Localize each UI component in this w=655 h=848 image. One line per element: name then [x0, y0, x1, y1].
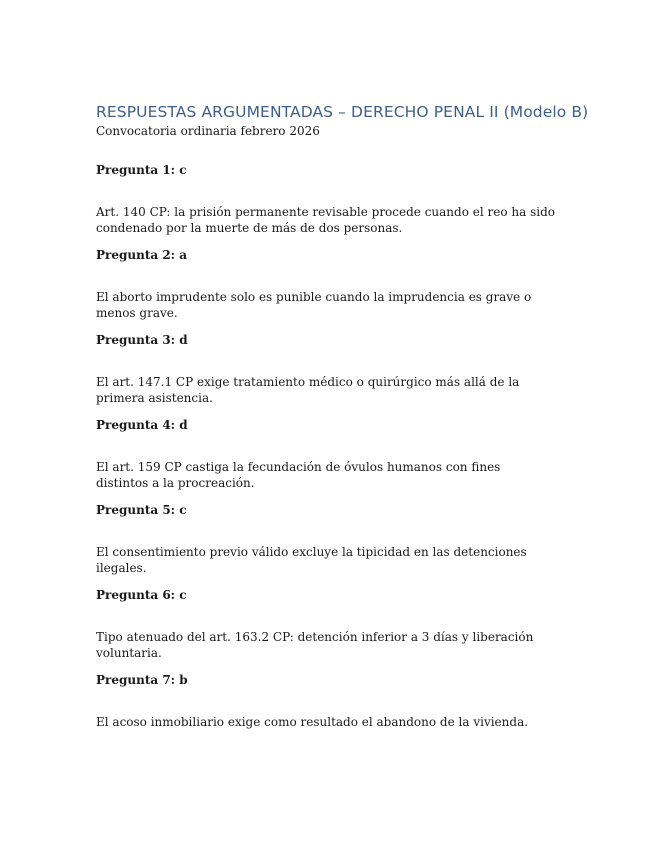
document-title: RESPUESTAS ARGUMENTADAS – DERECHO PENAL II (Modelo B) — [96, 103, 589, 121]
question-item — [96, 672, 595, 730]
question-label: Pregunta 4: d — [96, 418, 188, 432]
question-label: Pregunta 5: c — [96, 503, 187, 517]
question-explanation: El art. 159 CP castiga la fecundación de óvulos humanos con fines distintos a la procreación. — [96, 460, 501, 490]
question-item — [96, 587, 595, 661]
question-label: Pregunta 3: d — [96, 333, 188, 347]
question-explanation: Tipo atenuado del art. 163.2 CP: detención inferior a 3 días y liberación voluntaria. — [96, 630, 534, 660]
answer-list — [96, 162, 595, 730]
question-item — [96, 247, 595, 321]
question-explanation: Art. 140 CP: la prisión permanente revisable procede cuando el reo ha sido condenado por la muerte de más de dos personas. — [96, 205, 555, 235]
question-explanation: El art. 147.1 CP exige tratamiento médico o quirúrgico más allá de la primera asistencia. — [96, 375, 520, 405]
question-item — [96, 162, 595, 236]
question-explanation: El consentimiento previo válido excluye la tipicidad en las detenciones ilegales. — [96, 545, 527, 575]
question-label: Pregunta 6: c — [96, 588, 187, 602]
question-label: Pregunta 2: a — [96, 248, 188, 262]
question-item — [96, 502, 595, 576]
question-explanation: El aborto imprudente solo es punible cuando la imprudencia es grave o menos grave. — [96, 290, 532, 320]
question-item — [96, 417, 595, 491]
question-explanation: El acoso inmobiliario exige como resultado el abandono de la vivienda. — [96, 715, 529, 729]
question-item — [96, 332, 595, 406]
question-label: Pregunta 1: c — [96, 163, 187, 177]
question-label: Pregunta 7: b — [96, 673, 188, 687]
document-subtitle: Convocatoria ordinaria febrero 2026 — [96, 124, 320, 138]
